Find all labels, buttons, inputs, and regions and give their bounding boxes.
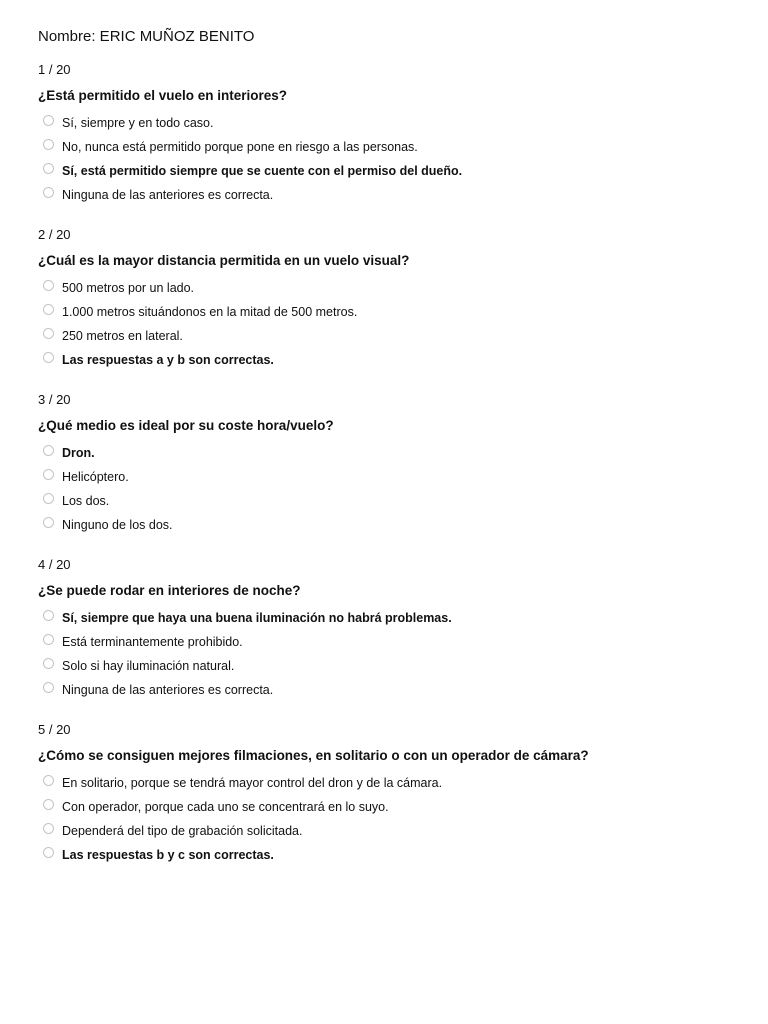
question-number: 5 / 20 (38, 722, 71, 737)
radio-button-icon[interactable] (43, 634, 54, 645)
answer-option[interactable] (38, 606, 738, 630)
answer-option[interactable] (38, 819, 738, 843)
answer-option-label: Ninguna de las anteriores es correcta. (62, 683, 274, 697)
answer-option-label: Dependerá del tipo de grabación solicitada. (62, 824, 303, 838)
answer-option-label: Los dos. (62, 494, 110, 508)
answer-option-label: Las respuestas b y c son correctas. (62, 848, 274, 862)
radio-button-icon[interactable] (43, 847, 54, 858)
answer-option-label: Con operador, porque cada uno se concentrará en lo suyo. (62, 800, 389, 814)
answer-option[interactable] (38, 513, 738, 537)
answer-option[interactable] (38, 771, 738, 795)
question-text: ¿Se puede rodar en interiores de noche? (38, 583, 301, 598)
answer-option[interactable] (38, 795, 738, 819)
radio-button-icon[interactable] (43, 682, 54, 693)
answer-option-label: Sí, siempre que haya una buena iluminación no habrá problemas. (62, 611, 452, 625)
answer-option[interactable] (38, 276, 738, 300)
answer-option[interactable] (38, 159, 738, 183)
answer-option-label: Sí, está permitido siempre que se cuente con el permiso del dueño. (62, 164, 463, 178)
answer-option-label: Las respuestas a y b son correctas. (62, 353, 274, 367)
radio-button-icon[interactable] (43, 610, 54, 621)
radio-button-icon[interactable] (43, 775, 54, 786)
question-text: ¿Qué medio es ideal por su coste hora/vuelo? (38, 418, 334, 433)
answer-option-label: Sí, siempre y en todo caso. (62, 116, 214, 130)
question-text: ¿Cuál es la mayor distancia permitida en un vuelo visual? (38, 253, 410, 268)
answer-option[interactable] (38, 843, 738, 867)
question-block (38, 391, 738, 537)
radio-button-icon[interactable] (43, 469, 54, 480)
question-block (38, 61, 738, 207)
radio-button-icon[interactable] (43, 187, 54, 198)
quiz-page (38, 27, 738, 886)
radio-button-icon[interactable] (43, 658, 54, 669)
radio-button-icon[interactable] (43, 517, 54, 528)
question-block (38, 226, 738, 372)
radio-button-icon[interactable] (43, 445, 54, 456)
question-number: 1 / 20 (38, 62, 71, 77)
answer-option-label: Helicóptero. (62, 470, 129, 484)
answer-option-label: Ninguna de las anteriores es correcta. (62, 188, 274, 202)
answer-option[interactable] (38, 111, 738, 135)
answer-option[interactable] (38, 441, 738, 465)
answer-option[interactable] (38, 135, 738, 159)
answer-option-label: 250 metros en lateral. (62, 329, 183, 343)
answer-option[interactable] (38, 630, 738, 654)
question-number: 2 / 20 (38, 227, 71, 242)
answer-option[interactable] (38, 465, 738, 489)
answer-option[interactable] (38, 489, 738, 513)
answer-option[interactable] (38, 678, 738, 702)
radio-button-icon[interactable] (43, 115, 54, 126)
radio-button-icon[interactable] (43, 280, 54, 291)
radio-button-icon[interactable] (43, 493, 54, 504)
radio-button-icon[interactable] (43, 163, 54, 174)
answer-option-label: En solitario, porque se tendrá mayor control del dron y de la cámara. (62, 776, 443, 790)
question-text: ¿Cómo se consiguen mejores filmaciones, en solitario o con un operador de cámara? (38, 748, 589, 763)
answer-options (38, 606, 738, 702)
question-block (38, 556, 738, 702)
radio-button-icon[interactable] (43, 304, 54, 315)
student-name: Nombre: ERIC MUÑOZ BENITO (38, 28, 255, 45)
question-block (38, 721, 738, 867)
answer-option-label: Dron. (62, 446, 95, 460)
answer-options (38, 441, 738, 537)
answer-options (38, 111, 738, 207)
answer-option-label: Ninguno de los dos. (62, 518, 173, 532)
answer-option[interactable] (38, 300, 738, 324)
answer-option[interactable] (38, 348, 738, 372)
question-list (38, 61, 738, 867)
answer-option[interactable] (38, 324, 738, 348)
answer-option-label: Está terminantemente prohibido. (62, 635, 243, 649)
answer-option-label: 500 metros por un lado. (62, 281, 195, 295)
question-number: 3 / 20 (38, 392, 71, 407)
answer-options (38, 771, 738, 867)
radio-button-icon[interactable] (43, 139, 54, 150)
question-number: 4 / 20 (38, 557, 71, 572)
question-text: ¿Está permitido el vuelo en interiores? (38, 88, 288, 103)
radio-button-icon[interactable] (43, 328, 54, 339)
answer-option[interactable] (38, 183, 738, 207)
answer-option-label: No, nunca está permitido porque pone en riesgo a las personas. (62, 140, 418, 154)
answer-option-label: 1.000 metros situándonos en la mitad de 500 metros. (62, 305, 358, 319)
answer-option-label: Solo si hay iluminación natural. (62, 659, 235, 673)
answer-option[interactable] (38, 654, 738, 678)
answer-options (38, 276, 738, 372)
radio-button-icon[interactable] (43, 799, 54, 810)
radio-button-icon[interactable] (43, 823, 54, 834)
radio-button-icon[interactable] (43, 352, 54, 363)
